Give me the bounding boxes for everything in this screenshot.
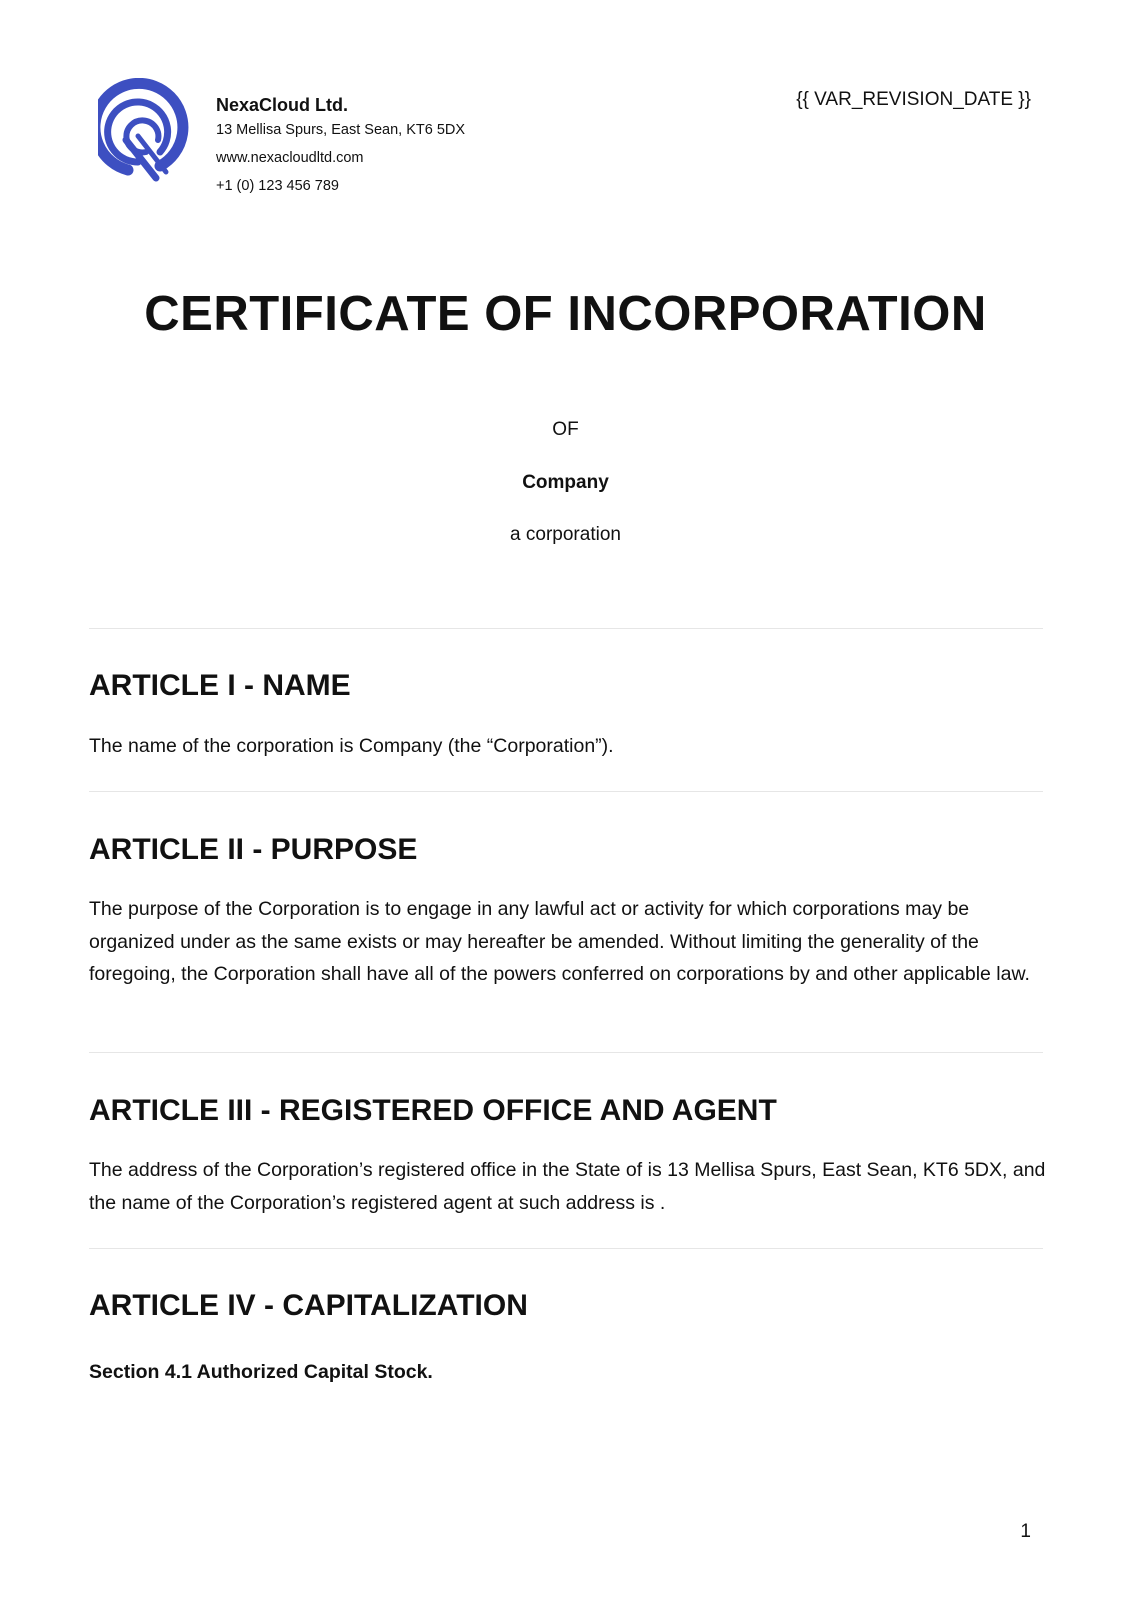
divider xyxy=(89,1248,1043,1249)
title-of: OF xyxy=(552,419,579,440)
article-3-body: The address of the Corporation’s registered office in the State of is 13 Mellisa Spurs, East Sean, KT6 5DX, and the name of the Corporation’s registered agent at such address is . xyxy=(89,1159,1046,1214)
nexacloud-logo-icon xyxy=(98,78,192,182)
title-corporation: a corporation xyxy=(510,524,621,545)
company-address: 13 Mellisa Spurs, East Sean, KT6 5DX xyxy=(216,122,466,138)
article-1-heading: ARTICLE I - NAME xyxy=(89,669,351,702)
company-website[interactable]: www.nexacloudltd.com xyxy=(216,150,364,166)
document-title: CERTIFICATE OF INCORPORATION xyxy=(144,287,987,341)
divider xyxy=(89,791,1043,792)
company-info xyxy=(216,94,465,205)
page-number: 1 xyxy=(1020,1521,1031,1542)
article-2-heading: ARTICLE II - PURPOSE xyxy=(89,833,418,866)
article-4-heading: ARTICLE IV - CAPITALIZATION xyxy=(89,1289,528,1322)
company-name: NexaCloud Ltd. xyxy=(216,95,349,115)
section-4-1-heading: Section 4.1 Authorized Capital Stock. xyxy=(89,1361,433,1383)
divider xyxy=(89,1052,1043,1053)
article-3-heading: ARTICLE III - REGISTERED OFFICE AND AGENT xyxy=(89,1094,777,1127)
company-phone: +1 (0) 123 456 789 xyxy=(216,178,339,194)
title-company: Company xyxy=(522,472,609,493)
article-1-body: The name of the corporation is Company (the “Corporation”). xyxy=(89,735,614,757)
revision-date: {{ VAR_REVISION_DATE }} xyxy=(796,89,1031,110)
divider xyxy=(89,628,1043,629)
article-2-body: The purpose of the Corporation is to engage in any lawful act or activity for which corporations may be organized under as the same exists or may hereafter be amended. Without limiting the generality of the foregoing, the Corporation shall have all of the powers conferred on corporations by and other applicable law. xyxy=(89,898,1030,985)
